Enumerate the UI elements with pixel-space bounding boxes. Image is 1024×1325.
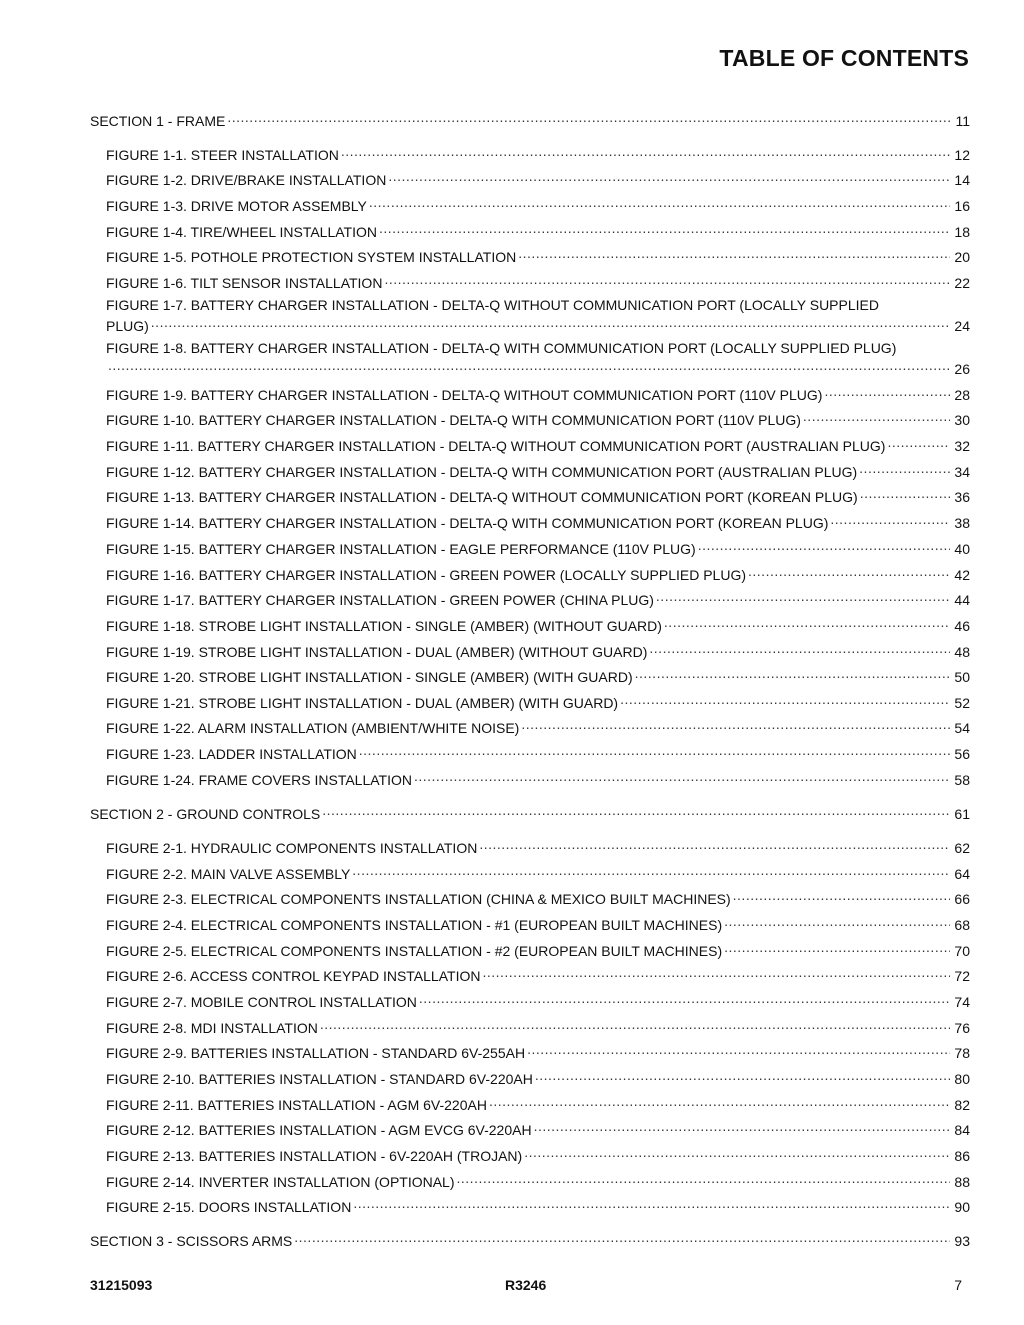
dot-leader: [656, 588, 950, 605]
toc-entry[interactable]: [106, 563, 970, 584]
toc-entry-label: FIGURE 1-19. STROBE LIGHT INSTALLATION - DUAL (AMBER) (WITHOUT GUARD): [106, 644, 648, 660]
toc-entry-label: FIGURE 2-11. BATTERIES INSTALLATION - AGM 6V-220AH: [106, 1097, 487, 1113]
dot-leader: [479, 836, 950, 853]
toc-entry[interactable]: [106, 862, 970, 883]
toc-entry-label: FIGURE 2-14. INVERTER INSTALLATION (OPTIONAL): [106, 1174, 455, 1190]
toc-entry[interactable]: [106, 245, 970, 266]
toc-entry[interactable]: [106, 1195, 970, 1216]
toc-entry[interactable]: [106, 511, 970, 532]
toc-entry-page: 46: [954, 618, 970, 634]
toc-entry[interactable]: [106, 220, 970, 241]
toc-entry-label: FIGURE 1-4. TIRE/WHEEL INSTALLATION: [106, 224, 377, 240]
toc-entry-page: 68: [954, 917, 970, 933]
dot-leader: [664, 614, 950, 631]
dot-leader: [353, 1195, 950, 1212]
dot-leader: [419, 990, 950, 1007]
toc-entry-label: FIGURE 1-5. POTHOLE PROTECTION SYSTEM INSTALLATION: [106, 249, 517, 265]
dot-leader: [824, 383, 950, 400]
toc-entry-label: FIGURE 1-1. STEER INSTALLATION: [106, 147, 339, 163]
dot-leader: [733, 887, 950, 904]
dot-leader: [887, 434, 950, 451]
toc-entry[interactable]: [106, 691, 970, 712]
footer-model: R3246: [505, 1277, 547, 1293]
toc-entry-page: 12: [954, 147, 970, 163]
toc-entry-label: FIGURE 1-13. BATTERY CHARGER INSTALLATION - DELTA-Q WITHOUT COMMUNICATION PORT (KOREAN PLUG): [106, 489, 858, 505]
toc-entry[interactable]: [106, 340, 970, 378]
toc-entry[interactable]: [106, 383, 970, 404]
toc-entry-page: 82: [954, 1097, 970, 1113]
dot-leader: [724, 913, 950, 930]
toc-entry-label: FIGURE 1-24. FRAME COVERS INSTALLATION: [106, 772, 412, 788]
toc-entry-label: FIGURE 2-6. ACCESS CONTROL KEYPAD INSTALLATION: [106, 968, 481, 984]
dot-leader: [457, 1170, 950, 1187]
toc-entry[interactable]: [106, 194, 970, 215]
dot-leader: [698, 537, 950, 554]
toc-entry-page: 20: [954, 249, 970, 265]
toc-entry-label: FIGURE 2-15. DOORS INSTALLATION: [106, 1199, 352, 1215]
toc-entry[interactable]: [106, 716, 970, 737]
dot-leader: [521, 716, 950, 733]
toc-entry-page: 32: [954, 438, 970, 454]
toc-entry[interactable]: [106, 640, 970, 661]
toc-entry[interactable]: [90, 109, 970, 130]
toc-entry-page: 11: [955, 113, 970, 129]
toc-entry[interactable]: [106, 1093, 970, 1114]
page-title: TABLE OF CONTENTS: [719, 45, 969, 71]
dot-leader: [859, 460, 950, 477]
toc-entry-page: 88: [954, 1174, 970, 1190]
dot-leader: [227, 109, 950, 126]
dot-leader: [748, 563, 950, 580]
dot-leader: [724, 939, 950, 956]
toc-entry-page: 84: [954, 1122, 970, 1138]
toc-entry-label: FIGURE 2-4. ELECTRICAL COMPONENTS INSTALLATION - #1 (EUROPEAN BUILT MACHINES): [106, 917, 723, 933]
toc-entry[interactable]: [106, 297, 970, 335]
toc-entry[interactable]: [106, 537, 970, 558]
toc-entry-label: FIGURE 1-15. BATTERY CHARGER INSTALLATION - EAGLE PERFORMANCE (110V PLUG): [106, 541, 696, 557]
toc-entry-label: FIGURE 2-8. MDI INSTALLATION: [106, 1020, 318, 1036]
toc-entry-label-cont: PLUG): [106, 318, 149, 334]
dot-leader: [320, 1016, 950, 1033]
dot-leader: [860, 485, 950, 502]
toc-entry-label: FIGURE 2-1. HYDRAULIC COMPONENTS INSTALLATION: [106, 840, 478, 856]
dot-leader: [359, 742, 950, 759]
toc-entry-label: FIGURE 1-12. BATTERY CHARGER INSTALLATION - DELTA-Q WITH COMMUNICATION PORT (AUSTRALIAN PLUG): [106, 464, 858, 480]
toc-entry-page: 90: [954, 1199, 970, 1215]
toc-entry[interactable]: [106, 1170, 970, 1191]
toc-entry-label: FIGURE 2-12. BATTERIES INSTALLATION - AGM EVCG 6V-220AH: [106, 1122, 532, 1138]
toc-entry-page: 48: [954, 644, 970, 660]
toc-entry-page: 58: [954, 772, 970, 788]
dot-leader: [489, 1093, 950, 1110]
toc-entry-page: 93: [954, 1233, 970, 1249]
toc-entry[interactable]: [106, 1016, 970, 1037]
toc-entry-page: 74: [954, 994, 970, 1010]
toc-entry-label: SECTION 2 - GROUND CONTROLS: [90, 806, 321, 822]
dot-leader: [518, 245, 950, 262]
toc-entry[interactable]: [106, 665, 970, 686]
toc-entry-label: FIGURE 1-21. STROBE LIGHT INSTALLATION - DUAL (AMBER) (WITH GUARD): [106, 695, 619, 711]
toc-entry-page: 78: [954, 1045, 970, 1061]
toc-entry-page: 28: [954, 387, 970, 403]
toc-entry-page: 16: [954, 198, 970, 214]
toc-entry-page: 76: [954, 1020, 970, 1036]
toc-entry-page: 18: [954, 224, 970, 240]
toc-entry-page: 56: [954, 746, 970, 762]
dot-leader: [369, 194, 950, 211]
toc-entry-page: 52: [954, 695, 970, 711]
toc-entry[interactable]: [106, 939, 970, 960]
toc-entry[interactable]: [106, 408, 970, 429]
toc-entry[interactable]: [106, 614, 970, 635]
toc-entry-label: SECTION 3 - SCISSORS ARMS: [90, 1233, 293, 1249]
toc-entry[interactable]: [106, 742, 970, 763]
toc-entry-page: 22: [954, 275, 970, 291]
dot-leader: [803, 408, 950, 425]
dot-leader: [384, 271, 950, 288]
toc-entry[interactable]: [106, 836, 970, 857]
toc-entry-label: FIGURE 2-2. MAIN VALVE ASSEMBLY: [106, 866, 351, 882]
dot-leader: [414, 768, 950, 785]
toc-entry-page: 44: [954, 592, 970, 608]
toc-entry-page: 70: [954, 943, 970, 959]
toc-entry[interactable]: [106, 1041, 970, 1062]
toc-entry-label: FIGURE 1-16. BATTERY CHARGER INSTALLATION - GREEN POWER (LOCALLY SUPPLIED PLUG): [106, 567, 747, 583]
dot-leader: [151, 314, 950, 331]
toc-entry-label: FIGURE 1-20. STROBE LIGHT INSTALLATION - SINGLE (AMBER) (WITH GUARD): [106, 669, 633, 685]
toc-entry-label: FIGURE 1-7. BATTERY CHARGER INSTALLATION - DELTA-Q WITHOUT COMMUNICATION PORT (LOCALLY SUPPLIED: [106, 297, 879, 313]
toc-entry[interactable]: [90, 802, 970, 823]
dot-leader: [649, 640, 950, 657]
toc-entry-label: FIGURE 2-9. BATTERIES INSTALLATION - STANDARD 6V-255AH: [106, 1045, 526, 1061]
dot-leader: [341, 143, 950, 160]
toc-entry-page: 54: [954, 720, 970, 736]
dot-leader: [527, 1041, 950, 1058]
toc-entry-label: FIGURE 1-6. TILT SENSOR INSTALLATION: [106, 275, 383, 291]
toc-entry-label: FIGURE 1-9. BATTERY CHARGER INSTALLATION - DELTA-Q WITHOUT COMMUNICATION PORT (110V PLUG): [106, 387, 823, 403]
toc-entry-label: FIGURE 1-2. DRIVE/BRAKE INSTALLATION: [106, 172, 387, 188]
footer-page-number: 7: [954, 1277, 962, 1293]
dot-leader: [620, 691, 950, 708]
toc-entry[interactable]: [106, 168, 970, 189]
toc-entry-page: 61: [954, 806, 970, 822]
toc-entry[interactable]: [106, 913, 970, 934]
dot-leader: [322, 802, 950, 819]
dot-leader: [379, 220, 950, 237]
toc-entry[interactable]: [106, 434, 970, 455]
dot-leader: [524, 1144, 950, 1161]
toc-entry-page: 50: [954, 669, 970, 685]
toc-entry-page: 14: [954, 172, 970, 188]
toc-entry[interactable]: [106, 964, 970, 985]
toc-entry-page: 30: [954, 412, 970, 428]
toc-entry[interactable]: [90, 1229, 970, 1250]
toc-entry-label: FIGURE 2-5. ELECTRICAL COMPONENTS INSTALLATION - #2 (EUROPEAN BUILT MACHINES): [106, 943, 723, 959]
toc-entry[interactable]: [106, 1118, 970, 1139]
toc-entry[interactable]: [106, 887, 970, 908]
toc-entry[interactable]: [106, 588, 970, 609]
dot-leader: [388, 168, 950, 185]
dot-leader: [534, 1118, 950, 1135]
toc-entry-page: 40: [954, 541, 970, 557]
toc-entry-label: FIGURE 1-23. LADDER INSTALLATION: [106, 746, 357, 762]
toc-entry[interactable]: [106, 1067, 970, 1088]
dot-leader: [535, 1067, 950, 1084]
toc-entry[interactable]: [106, 990, 970, 1011]
toc-entry-page: 86: [954, 1148, 970, 1164]
footer-doc-number: 31215093: [90, 1277, 153, 1293]
toc-entry-page: 34: [954, 464, 970, 480]
toc-entry-label: FIGURE 2-3. ELECTRICAL COMPONENTS INSTALLATION (CHINA & MEXICO BUILT MACHINES): [106, 891, 731, 907]
toc-entry-label: FIGURE 2-10. BATTERIES INSTALLATION - STANDARD 6V-220AH: [106, 1071, 533, 1087]
dot-leader: [482, 964, 950, 981]
toc-entry-label: FIGURE 1-22. ALARM INSTALLATION (AMBIENT/WHITE NOISE): [106, 720, 520, 736]
toc-entry-label: SECTION 1 - FRAME: [90, 113, 226, 129]
toc-entry-page: 66: [954, 891, 970, 907]
toc-entry-page: 64: [954, 866, 970, 882]
toc-entry[interactable]: [106, 143, 970, 164]
toc-entry-label: FIGURE 1-11. BATTERY CHARGER INSTALLATION - DELTA-Q WITHOUT COMMUNICATION PORT (AUSTRALIAN PLUG): [106, 438, 886, 454]
toc-entry-page: 36: [954, 489, 970, 505]
toc-entry-page: 38: [954, 515, 970, 531]
dot-leader: [830, 511, 950, 528]
toc-entry-page: 62: [954, 840, 970, 856]
toc-entry-page: 24: [954, 318, 970, 334]
toc-entry[interactable]: [106, 768, 970, 789]
toc-entry-label: FIGURE 1-8. BATTERY CHARGER INSTALLATION - DELTA-Q WITH COMMUNICATION PORT (LOCALLY SUPPLIED PLUG): [106, 340, 897, 356]
toc-entry[interactable]: [106, 1144, 970, 1165]
toc-entry[interactable]: [106, 271, 970, 292]
dot-leader: [352, 862, 950, 879]
toc-entry-label: FIGURE 1-10. BATTERY CHARGER INSTALLATION - DELTA-Q WITH COMMUNICATION PORT (110V PLUG): [106, 412, 801, 428]
dot-leader: [635, 665, 950, 682]
toc-entry-page: 26: [954, 361, 970, 377]
toc-entry-label: FIGURE 2-13. BATTERIES INSTALLATION - 6V-220AH (TROJAN): [106, 1148, 523, 1164]
toc-entry[interactable]: [106, 460, 970, 481]
toc-entry-page: 72: [954, 968, 970, 984]
toc-entry-label: FIGURE 1-14. BATTERY CHARGER INSTALLATION - DELTA-Q WITH COMMUNICATION PORT (KOREAN PLUG): [106, 515, 829, 531]
dot-leader: [108, 357, 950, 374]
toc-entry-label: FIGURE 1-18. STROBE LIGHT INSTALLATION - SINGLE (AMBER) (WITHOUT GUARD): [106, 618, 662, 634]
toc-entry-label: FIGURE 1-3. DRIVE MOTOR ASSEMBLY: [106, 198, 367, 214]
toc-entry-label: FIGURE 1-17. BATTERY CHARGER INSTALLATION - GREEN POWER (CHINA PLUG): [106, 592, 654, 608]
toc-entry-page: 80: [954, 1071, 970, 1087]
toc-entry-label: FIGURE 2-7. MOBILE CONTROL INSTALLATION: [106, 994, 417, 1010]
toc-entry-page: 42: [954, 567, 970, 583]
toc-entry[interactable]: [106, 485, 970, 506]
dot-leader: [294, 1229, 950, 1246]
